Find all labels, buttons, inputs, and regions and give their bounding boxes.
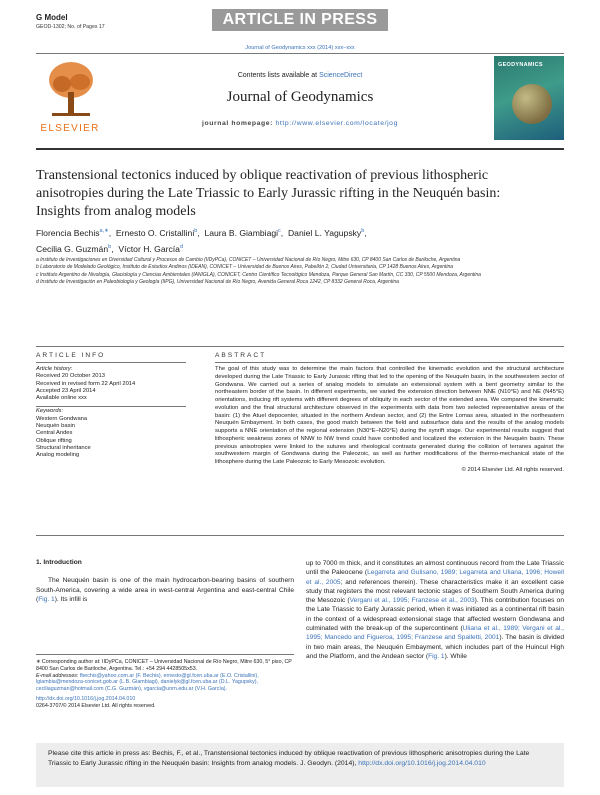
citation-doi-link[interactable]: http://dx.doi.org/10.1016/j.jog.2014.04.010 [358, 759, 486, 767]
journal-cover [494, 56, 564, 140]
divider [36, 362, 186, 363]
reference-link[interactable]: Legarreta and Gulisano, 1989; Legarreta and Uliana, 1996; Howell et al., 2005 [306, 569, 565, 586]
footnotes [36, 659, 294, 710]
history-label: Article history: [36, 366, 73, 372]
keyword: Central Andes [36, 430, 73, 437]
article-info [36, 366, 186, 460]
top-bar [0, 0, 600, 30]
affiliation: c Instituto Argentino de Nivología, Glaciología y Ciencias Ambientales (IANIGLA), CONICET, Centro Científico Tecnológico Mendoza, Parque General San Martín, CC 330, CP 5500 Mendoza, Argentina [36, 271, 481, 278]
reference-link[interactable]: Uliana et al., 1989; Vergani et al., 1995; Mancedo and Figueroa, 1995; Franzese and Spalletti, 2001 [306, 625, 564, 642]
section-heading: 1. Introduction [36, 559, 82, 566]
keyword: Western Gondwana [36, 415, 88, 422]
homepage-link[interactable]: http://www.elsevier.com/locate/jog [275, 120, 398, 127]
divider [215, 362, 564, 363]
journal-homepage [36, 120, 564, 127]
footnote-divider [36, 654, 294, 655]
history-item: Received in revised form 22 April 2014 [36, 380, 136, 387]
affiliation: a Instituto de Investigaciones en Diversidad Cultural y Procesos de Cambio (IIDyPCa), CONICET – Universidad Nacional de Río Negro, Mitre 630, CP 8400 San Carlos de Bariloche, Argentina [36, 257, 461, 263]
journal-title: Journal of Geodynamics [226, 89, 374, 105]
divider [36, 535, 564, 536]
cover-globe-image [512, 84, 552, 124]
history-item: Received 20 October 2013 [36, 373, 105, 380]
contents-prefix: Contents lists available at [237, 72, 318, 79]
author-list: Florencia Bechis$^{a,∗}$, Ernesto O. Cristallini$^b$, Laura B. Giambiagi$^c$, Daniel L. Yagupsky$^b$, Cecilia G. Guzmán$^b$, Víctor H. García$^d$ [36, 227, 367, 254]
sciencedirect-link[interactable]: ScienceDirect [319, 72, 363, 79]
author[interactable]: Laura B. Giambiagi [204, 227, 279, 238]
keywords-label: Keywords: [36, 408, 64, 415]
citation-text: Please cite this article in press as: Bechis, F., et al., Transtensional tectonics induced by oblique reactivation of previous lithospheric anisotropies during the Late Triassic to Early Jurassic rifting in the Neuquén basin: Insights from analog models. J. Geodyn. (2014), [48, 750, 530, 767]
affiliations [36, 257, 506, 287]
divider [36, 346, 564, 347]
abstract-copyright: © 2014 Elsevier Ltd. All rights reserved. [461, 466, 564, 473]
article-info-header: ARTICLE INFO [36, 352, 106, 359]
reference-link[interactable]: Vergani et al., 1995; Franzese et al., 2003 [349, 597, 475, 605]
email-links[interactable]: fbechis@yahoo.com.ar (F. Bechis), ernesto@gl.fcen.uba.ar (E.O. Cristallini), lgiambia@mendoza-conicet.gob.ar (L.B. Giambiagi), danielyk@gl.fcen.uba.ar (D.L. Yagupsky), ceciliaguzman@hotmail.com (C.G. Guzmán), vgarcia@unrn.edu.ar (V.H. García). [36, 672, 259, 693]
divider [36, 53, 564, 54]
keyword: Neuquén basin [36, 423, 75, 430]
body-left-column [36, 558, 294, 604]
manuscript-id: GEOD-1302; No. of Pages 17 [36, 24, 105, 30]
abstract [215, 366, 564, 475]
history-item: Accepted 23 April 2014 [36, 387, 96, 394]
author[interactable]: Daniel L. Yagupsky [287, 227, 362, 238]
keyword: Structural inheritance [36, 444, 91, 451]
author[interactable]: Ernesto O. Cristallini [115, 227, 195, 238]
figure-link[interactable]: Fig. 1 [428, 652, 445, 660]
divider [36, 406, 186, 407]
rights-line: 0264-3707/© 2014 Elsevier Ltd. All rights reserved. [36, 702, 156, 709]
publisher-name: ELSEVIER [40, 123, 100, 134]
homepage-label: journal homepage: [202, 120, 274, 127]
g-model-label: G Model [36, 13, 68, 22]
corresponding-author-note: ∗ Corresponding author at: IIDyPCa, CONICET – Universidad Nacional de Río Negro, Mitre 630, 5° piso, CP 8400 San Carlos de Bariloche, Argentina. Tel.: +54 294 4428505x53. [36, 659, 292, 672]
author[interactable]: Víctor H. García [118, 243, 180, 254]
author[interactable]: Cecilia G. Guzmán [36, 243, 109, 254]
article-title: Transtensional tectonics induced by oblique reactivation of previous lithospheric anisotropies during the Late Triassic to Early Jurassic rifting in the Neuquén basin: Insights from analog models [36, 168, 501, 219]
keyword: Analog modeling [36, 452, 80, 459]
history-item: Available online xxx [36, 395, 87, 402]
abstract-text: The goal of this study was to determine the main factors that controlled the kinematic evolution and the structural architecture developed during the Late Triassic to Early Jurassic rifting that led to the opening of the Neuquén basin, in the southwestern sector of Gondwana. We carried out a series of analog models to simulate an extensional system with a bent geometry similar to the northeastern border of the basin. In different experiments, we varied the extension direction between NNE (N10°E) and NE (N45°E) orientations, inducing rift systems with different degrees of obliquity in each sector of the extended area. We compared the kinematic evolution and the final structural architecture observed in the experiments with data from two selected representative areas of the basin: (1) the Atuel depocenter, situated in the northern Andean sector, and (2) the Entre Lomas area, situated in the northeastern Neuquén Embayment. In both cases, the good match between the field and subsurface data and the results of the analog models supports a NNE orientation of the regional extension (N30°E–N20°E) during the synrift stage. Our experimental results suggest that lithospheric weakness zones of NNW to NW trend could have controlled and localized the extension in the Neuquén basin. These previous anisotropies were linked to the sutures and rheological contrasts generated during the collision of terranes against the southwestern margin of Gondwana during the Paleozoic, as well as further modifications of the thermo-mechanical state of the lithosphere during the Late Paleozoic to Early Mesozoic evolution. [215, 366, 564, 465]
intro-paragraph: The Neuquén basin is one of the main hydrocarbon-bearing basins of southern South-America, covering a wide area in west-central Argentina and east-central Chile (Fig. 1). Its infill is [36, 577, 294, 603]
email-note: E-mail addresses: fbechis@yahoo.com.ar (F. Bechis), ernesto@gl.fcen.uba.ar (E.O. Cristallini), lgiambia@mendoza-conicet.gob.ar (L.B. Giambiagi), danielyk@gl.fcen.uba.ar (D.L. Yagupsky), ceciliaguzman@hotmail.com (C.G. Guzmán), vgarcia@unrn.edu.ar (V.H. García). [36, 672, 259, 693]
citation-box [36, 743, 564, 787]
contents-line [36, 72, 564, 79]
affiliation: d Instituto de Investigación en Paleobiología y Geología (IIPG), Universidad Nacional de Río Negro, Avenida General Roca 1242, CP 8332 General Roca, Argentina [36, 279, 399, 286]
abstract-header: ABSTRACT [215, 352, 267, 359]
cover-title: GEODYNAMICS [498, 62, 543, 68]
author[interactable]: Florencia Bechis [36, 227, 100, 238]
masthead-divider [36, 148, 564, 150]
journal-masthead [36, 56, 564, 144]
figure-link[interactable]: Fig. 1 [38, 595, 55, 603]
journal-cite-line: Journal of Geodynamics xxx (2014) xxx–xxx [245, 45, 355, 51]
body-right-column: up to 7000 m thick, and it constitutes an almost continuous record from the Late Triassic until the Paleocene (Legarreta and Gulisano, 1989; Legarreta and Uliana, 1996; Howell et al., 2005; and references therein). These characteristics make it an excellent case study that registers the most relevant tectonic stages of Southern South America during the Mesozoic (Vergani et al., 1995; Franzese et al., 2003). This contribution focuses on the Late Triassic to Early Jurassic period, when it was initiated as a continental rift basin in the context of a widespread extensional stage that affected western Gondwana and culminated with the break-up of the supercontinent (Uliana et al., 1989; Vergani et al., 1995; Mancedo and Figueroa, 1995; Franzese and Spalletti, 2001). The basin is divided in two main areas, the Neuquén Embayment, which includes part of the Huincul High and the Platform, and the Andean sector (Fig. 1). While [306, 560, 565, 660]
article-in-press-banner: ARTICLE IN PRESS [212, 9, 388, 31]
keyword: Oblique rifting [36, 437, 72, 444]
doi-link[interactable]: http://dx.doi.org/10.1016/j.jog.2014.04.010 [36, 695, 136, 702]
affiliation: b Laboratorio de Modelado Geológico, Instituto de Estudios Andinos (IDEAN), CONICET – Universidad de Buenos Aires, Pabellón 2, Ciudad Universitaria, CP 1428 Buenos Aires, Argentina [36, 264, 454, 271]
